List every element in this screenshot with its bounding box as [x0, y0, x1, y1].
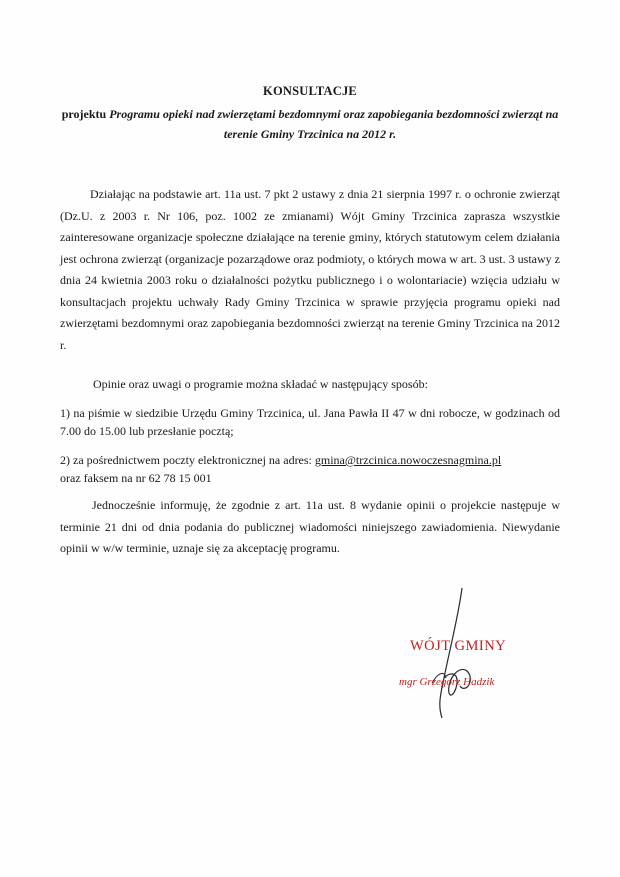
subtitle-prefix: projektu: [61, 107, 110, 121]
paragraph-submission-intro: Opinie oraz uwagi o programie można składać w następujący sposób:: [93, 377, 428, 391]
paragraph-legal-basis: Działając na podstawie art. 11a ust. 7 pkt 2 ustawy z dnia 21 sierpnia 1997 r. o ochronie zwierząt (Dz.U. z 2003 r. Nr 106, poz. 1002 ze zmianami) Wójt Gminy Trzcinica zaprasza wszystkie zainteresowane organizacje społeczne działające na terenie gminy, których statutowym celem działania jest ochrona zwierząt (organizacje pozarządowe oraz podmioty, o których mowa w art. 3 ust. 3 ustawy z dnia 24 kwietnia 2003 roku o działalności pożytku publicznego i o wolontariacie) wzięcia udziału w konsultacjach projektu uchwały Rady Gminy Trzcinica w sprawie przyjęcia programu opieki nad zwierzętami bezdomnymi oraz zapobiegania bezdomności zwierząt na terenie Gminy Trzcinica na 2012 r.: [60, 187, 560, 352]
list-item-email: [60, 451, 560, 487]
document-subtitle: [60, 104, 560, 144]
paragraph-deadline: Jednocześnie informuję, że zgodnie z art. 11a ust. 8 wydanie opinii o projekcie następuje w terminie 21 dni od dnia podania do publicznej wiadomości niniejszego zawiadomienia. Niewydanie opinii w w/w terminie, uznaje się za akceptację programu.: [60, 498, 560, 555]
stamp-name: mgr Grzegorz Hadzik: [399, 676, 495, 688]
stamp-title: WÓJT GMINY: [410, 638, 507, 654]
email-link[interactable]: gmina@trzcinica.nowoczesnagmina.pl: [314, 453, 502, 467]
subtitle-italic: Programu opieki nad zwierzętami bezdomnymi oraz zapobiegania bezdomności zwierząt na terenie Gminy Trzcinica na 2012 r.: [109, 107, 559, 141]
fax-line: oraz faksem na nr 62 78 15 001: [60, 471, 212, 485]
document-title: KONSULTACJE: [263, 84, 357, 98]
list-item-in-writing: 1) na piśmie w siedzibie Urzędu Gminy Trzcinica, ul. Jana Pawła II 47 w dni robocze, w godzinach od 7.00 do 15.00 lub przesłanie pocztą;: [60, 406, 560, 438]
email-item-prefix: 2) za pośrednictwem poczty elektronicznej na adres:: [60, 453, 315, 467]
